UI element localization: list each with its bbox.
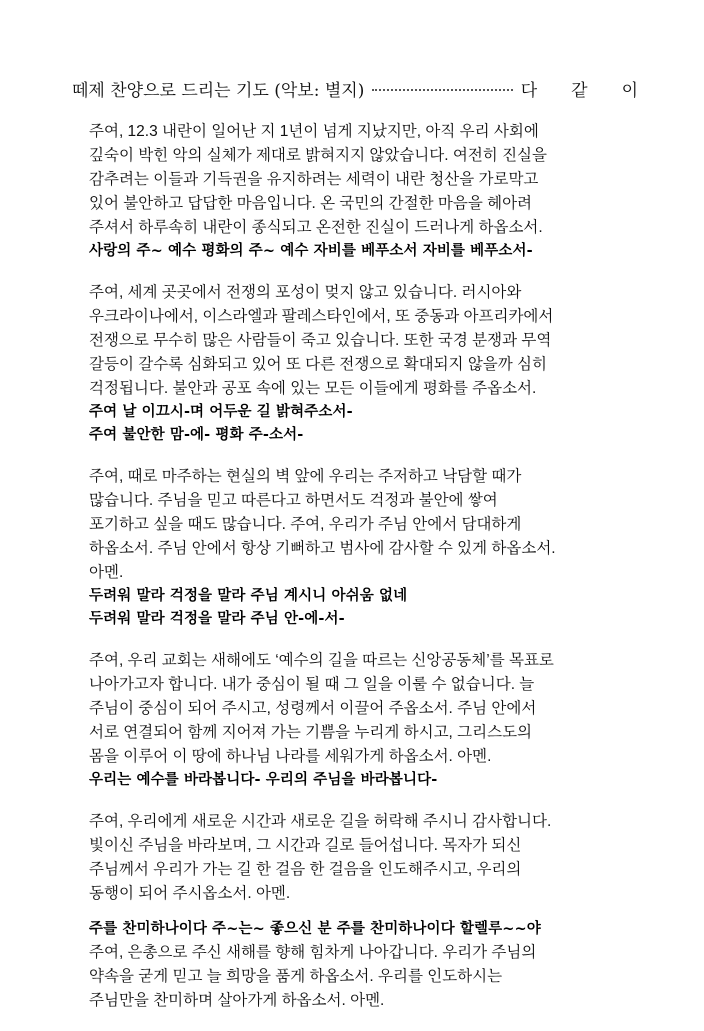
section-header xyxy=(72,76,672,102)
chant-response: 사랑의 주~ 예수 평화의 주~ 예수 자비를 베푸소서 자비를 베푸소서- xyxy=(89,243,533,259)
prayer-section-1 xyxy=(89,120,629,263)
prayer-section-4 xyxy=(89,649,629,792)
chant-response: 두려워 말라 걱정을 말라 주님 계시니 아쉬움 없네 두려워 말라 걱정을 말라 주님 안-에-서- xyxy=(89,588,408,627)
chant-response: 주를 찬미하나이다 주~는~ 좋으신 분 주를 찬미하나이다 할렐루~~야 xyxy=(89,921,541,937)
prayer-section-5 xyxy=(89,810,629,906)
chant-response: 우리는 예수를 바라봅니다- 우리의 주님을 바라봅니다- xyxy=(89,772,438,788)
prayer-section-7 xyxy=(89,941,629,1013)
prayer-section-2 xyxy=(89,281,629,447)
chant-response: 주여 날 이끄시-며 어두운 길 밝혀주소서- 주여 불안한 맘-에- 평화 주-소서- xyxy=(89,404,353,443)
prayer-text: 주여, 은총으로 주신 새해를 향해 힘차게 나아갑니다. 우리가 주님의 약속을 굳게 믿고 늘 희망을 품게 하옵소서. 우리를 인도하시는 주님만을 찬미하며 살아가게 하옵소서. 아멘. xyxy=(89,944,537,1009)
header-title: 떼제 찬양으로 드리는 기도 (악보: 별지) xyxy=(72,81,365,101)
prayer-body xyxy=(89,120,629,1031)
prayer-text: 주여, 세계 곳곳에서 전쟁의 포성이 멎지 않고 있습니다. 러시아와 우크라이나에서, 이스라엘과 팔레스타인에서, 또 중동과 아프리카에서 전쟁으로 무수히 많은 사람들이 죽고 있습니다. 또한 국경 분쟁과 무역 갈등이 갈수록 심화되고 있어 또 다른 전쟁으로 확대되지 않을까 심히 걱정됩니다. 불안과 공포 속에 있는 모든 이들에게 평화를 주옵소서. xyxy=(89,284,554,397)
dot-leader xyxy=(372,89,512,91)
prayer-section-3 xyxy=(89,465,629,631)
prayer-text: 주여, 우리에게 새로운 시간과 새로운 길을 허락해 주시니 감사합니다. 빛이신 주님을 바라보며, 그 시간과 길로 들어섭니다. 목자가 되신 주님께서 우리가 가는 길 한 걸음 한 걸음을 인도해주시고, 우리의 동행이 되어 주시옵소서. 아멘. xyxy=(89,813,552,902)
prayer-text: 주여, 12.3 내란이 일어난 지 1년이 넘게 지났지만, 아직 우리 사회에 깊숙이 박힌 악의 실체가 제대로 밝혀지지 않았습니다. 여전히 진실을 감추려는 이들과 기득권을 유지하려는 세력이 내란 청산을 가로막고 있어 불안하고 답답한 마음입니다. 온 국민의 간절한 마음을 헤아려 주셔서 하루속히 내란이 종식되고 온전한 진실이 드러나게 하옵소서. xyxy=(89,123,548,236)
prayer-text: 주여, 때로 마주하는 현실의 벽 앞에 우리는 주저하고 낙담할 때가 많습니다. 주님을 믿고 따른다고 하면서도 걱정과 불안에 쌓여 포기하고 싶을 때도 많습니다. 주여, 우리가 주님 안에서 담대하게 하옵소서. 주님 안에서 항상 기뻐하고 범사에 감사할 수 있게 하옵소서. 아멘. xyxy=(89,468,556,581)
prayer-text: 주여, 우리 교회는 새해에도 ‘예수의 길을 따르는 신앙공동체’를 목표로 나아가고자 합니다. 내가 중심이 될 때 그 일을 이룰 수 없습니다. 늘 주님이 중심이 되어 주시고, 성령께서 이끌어 주옵소서. 주님 안에서 서로 연결되어 함께 지어져 가는 기쁨을 누리게 하시고, 그리스도의 몸을 이루어 이 땅에 하나님 나라를 세워가게 하옵소서. 아멘. xyxy=(89,652,554,765)
prayer-section-6 xyxy=(89,918,629,941)
header-tag: 다같이 xyxy=(520,81,672,101)
